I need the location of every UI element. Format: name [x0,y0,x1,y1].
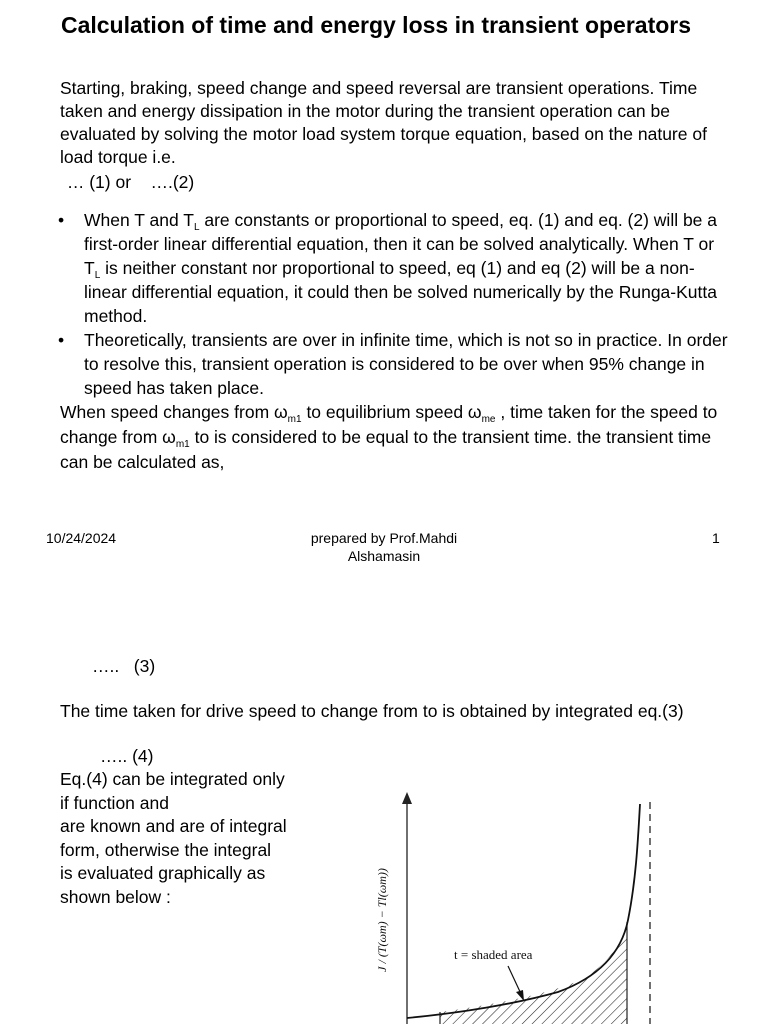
page-title: Calculation of time and energy loss in transient operators [60,12,692,38]
subscript: L [193,222,200,233]
footer-page-number: 1 [712,530,720,546]
subscript: L [94,270,101,281]
bullet-list [58,208,730,400]
subscript: m1 [287,414,302,425]
bullet-item-transients [58,328,730,400]
bullet-text: When T and T [84,210,194,230]
text-run: When speed changes from ω [60,402,288,422]
subscript: m1 [175,439,190,450]
bullet-item-linearity [58,208,730,328]
bullet-dot: • [58,330,65,350]
transient-time-paragraph [60,400,730,475]
bullet-dot: • [58,210,65,230]
text-run: , time taken for the speed to change from ω [60,402,718,447]
footer-author: prepared by Prof.Mahdi Alshamasin [310,530,458,564]
footer-date: 10/24/2024 [46,530,117,546]
subscript: me [481,414,496,425]
equation-reference-3: ….. (3) [92,656,156,676]
bullet-text: Theoretically, transients are over in infinite time, which is not so in practice. In order to resolve this, transient operation is considered to be over when 95% change in speed has taken place. [84,330,728,398]
graphical-method-text: Eq.(4) can be integrated only if function and are known and are of integral form, otherwise the integral is evaluated graphically as shown below : [60,769,287,907]
bullet-text: is neither constant nor proportional to speed, eq (1) and eq (2) will be a non-linear differential equation, it could then be solved numerically by the Runga-Kutta method. [84,258,717,326]
equation-reference-4: ….. (4) [100,746,154,766]
equation-reference-1-2: … (1) or ….(2) [62,172,195,192]
y-axis-label: J / (T(ωm) − Tl(ωm)) [375,868,389,972]
integration-paragraph: The time taken for drive speed to change from to is obtained by integrated eq.(3) [60,701,684,721]
shaded-area-graph [340,780,740,1024]
intro-paragraph: Starting, braking, speed change and speed reversal are transient operations. Time taken and energy dissipation in the motor during the transient operation can be evaluated by solving the motor load system torque equation, based on the nature of load torque i.e. [60,78,707,167]
text-run: to equilibrium speed ω [301,402,482,422]
bullet-text: are constants or proportional to speed, eq. (1) and eq. (2) will be a first-order linear differential equation, then it can be solved analytically. When T or T [84,210,718,278]
shaded-area-annotation: t = shaded area [454,947,533,962]
figure-background [340,780,740,1024]
text-run: to is considered to be equal to the transient time. the transient time can be calculated as, [60,427,712,472]
